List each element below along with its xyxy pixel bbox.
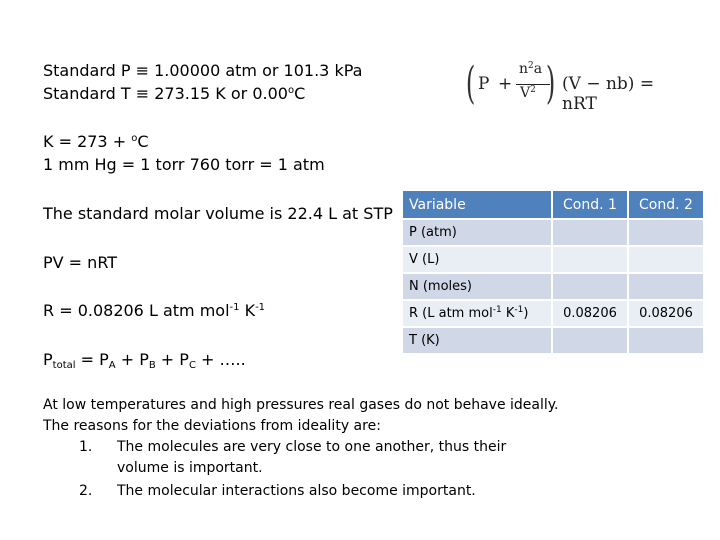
molar-volume-statement: The standard molar volume is 22.4 L at STP — [43, 204, 393, 223]
eq-p: P — [478, 74, 490, 94]
cell-cond-1: 0.08206 — [553, 301, 629, 328]
list-number-1: 1. — [79, 439, 93, 455]
table-header-row — [403, 191, 705, 220]
cell-cond-2 — [629, 220, 705, 247]
list-item-2: The molecular interactions also become important. — [117, 483, 476, 499]
cell-cond-2 — [629, 328, 705, 355]
row-label: R (L atm mol$^{-1}$ $K^{-1}$) — [403, 301, 553, 328]
standard-pressure: Standard P ≡ 1.00000 atm or 101.3 kPa — [43, 61, 363, 80]
eq-numerator: $n^2a$ — [519, 61, 543, 77]
list-item-1b: volume is important. — [117, 460, 263, 476]
cell-cond-1 — [553, 247, 629, 274]
header-cond-2: Cond. 2 — [629, 191, 705, 220]
notes-intro-2: The reasons for the deviations from ideality are: — [43, 418, 381, 434]
left-bracket: ( — [465, 58, 476, 109]
table-row — [403, 247, 705, 274]
van-der-waals-equation — [462, 58, 687, 118]
table-row — [403, 220, 705, 247]
list-number-2: 2. — [79, 483, 93, 499]
right-bracket: ) — [545, 58, 556, 109]
header-variable: Variable — [403, 191, 553, 220]
ideal-gas-law: PV = nRT — [43, 253, 118, 272]
standard-temperature: Standard T ≡ 273.15 K or 0.00$^o$C — [43, 84, 306, 103]
row-label: V (L) — [403, 247, 553, 274]
gas-constant: R = 0.08206 L atm mol$^{-1}$ $K^{-1}$ — [43, 301, 266, 320]
variables-table — [403, 191, 705, 355]
notes-intro-1: At low temperatures and high pressures real gases do not behave ideally. — [43, 397, 559, 413]
row-label: T (K) — [403, 328, 553, 355]
table-row — [403, 301, 705, 328]
table-row — [403, 274, 705, 301]
cell-cond-1 — [553, 274, 629, 301]
kelvin-conversion: K = 273 + $^o$C — [43, 132, 149, 151]
cell-cond-1 — [553, 220, 629, 247]
list-item-1a: The molecules are very close to one another, thus their — [117, 439, 507, 455]
row-label: N (moles) — [403, 274, 553, 301]
eq-plus: + — [498, 74, 513, 94]
cell-cond-2 — [629, 274, 705, 301]
daltons-law: $P_{total} = P_A + P_B + P_C$ + ….. — [43, 350, 246, 371]
cell-cond-1 — [553, 328, 629, 355]
eq-denominator: $V^2$ — [520, 85, 536, 101]
eq-rest: (V − nb) = nRT — [562, 74, 655, 114]
table-row — [403, 328, 705, 355]
header-cond-1: Cond. 1 — [553, 191, 629, 220]
pressure-conversion: 1 mm Hg = 1 torr 760 torr = 1 atm — [43, 155, 325, 174]
cell-cond-2: 0.08206 — [629, 301, 705, 328]
cell-cond-2 — [629, 247, 705, 274]
row-label: P (atm) — [403, 220, 553, 247]
